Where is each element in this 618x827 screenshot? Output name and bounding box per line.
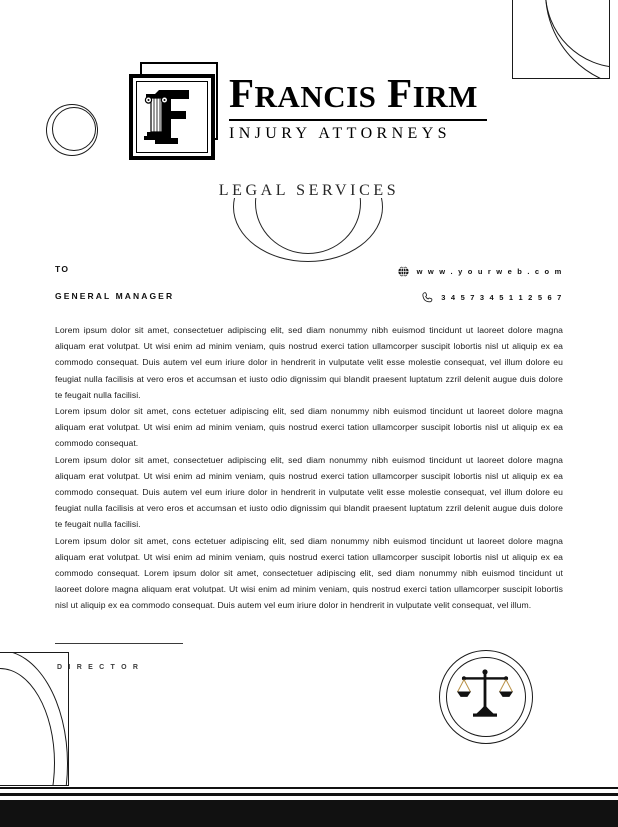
firm-logo-mark: [129, 62, 221, 154]
contact-website-row[interactable]: [397, 263, 563, 280]
masthead: [0, 56, 618, 166]
recipient-to-label: TO: [55, 264, 70, 274]
firm-name-spacer: [376, 70, 387, 116]
arc-ornament-center: [233, 198, 385, 262]
footer-rule-bottom: [0, 793, 618, 796]
contact-block: [397, 263, 563, 306]
contact-phone-row[interactable]: [397, 289, 563, 306]
phone-text: 3 4 5 7 3 4 5 1 1 2 5 6 7: [441, 293, 563, 302]
letter-paragraph: Lorem ipsum dolor sit amet, cons ectetuer adipiscing elit, sed diam nonummy nibh euismod tincidunt ut laoreet dolore magna aliquam erat volutpat. Ut wisi enim ad minim veniam, quis nostrud exerci tation ullamcorper suscipit lobortis nisl ut aliquip ex ea commodo consequat.: [55, 406, 563, 449]
letter-body: [55, 322, 563, 614]
website-text: w w w . y o u r w e b . c o m: [416, 267, 563, 276]
signature-role: D I R E C T O R: [57, 664, 141, 671]
firm-wordmark: [229, 72, 491, 143]
wordmark-divider: [229, 119, 487, 121]
firm-name-f2: F: [387, 70, 413, 116]
firm-name-f1: F: [229, 70, 255, 116]
arc-outer: [0, 652, 68, 786]
phone-icon: [421, 291, 434, 304]
footer-bar: [0, 800, 618, 827]
firm-name: [229, 72, 491, 118]
justice-seal: [439, 650, 537, 748]
letter-paragraph: Lorem ipsum dolor sit amet, cons ectetuer adipiscing elit, sed diam nonummy nibh euismod tincidunt ut laoreet dolore magna aliquam erat volutpat. Ut wisi enim ad minim veniam, quis nostrud exerci tation ullamcorper suscipit lobortis nisl ut aliquip ex ea commodo consequat. Lorem ipsum dolor sit amet, consectetuer adipiscing elit, sed diam nonummy nibh euismod tincidunt ut laoreet dolore magna aliquam erat volutpat. Ut wisi enim ad minim veniam, quis nostrud exerci tation ullamcorper suscipit lobortis nisl ut aliquip ex ea commodo consequat. Duis autem vel eum iriure dolor in hendrerit in vulputate velit consequat, vel illum.: [55, 535, 563, 611]
firm-name-rancis: RANCIS: [254, 79, 377, 114]
letter-paragraph: Lorem ipsum dolor sit amet, consectetuer adipiscing elit, sed diam nonummy nibh euismod tincidunt ut laoreet dolore magna aliquam erat volutpat. Ut wisi enim ad minim veniam, quis nostrud exerci tation ullamcorper suscipit lobortis nisl ut aliquip ex ea commodo consequat. Duis autem vel eum iriure dolor in hendrerit in vulputate velit esse molestie consequat, vel illum dolore eu feugiat nulla facilisis at vero eros et accumsan et iusto odio dignissim qui blandit praesent luptatum zzril delenit augue duis dolore te feugait nulla facilisi.: [55, 454, 563, 530]
signature-line: [55, 643, 183, 644]
recipient-name: GENERAL MANAGER: [55, 291, 175, 301]
letter-paragraph: Lorem ipsum dolor sit amet, consectetuer adipiscing elit, sed diam nonummy nibh euismod tincidunt ut laoreet dolore magna aliquam erat volutpat. Ut wisi enim ad minim veniam, quis nostrud exerci tation ullamcorper suscipit lobortis nisl ut aliquip ex ea commodo consequat. Duis autem vel eum iriure dolor in hendrerit in vulputate velit esse molestie consequat, vel illum dolore eu feugiat nulla facilisis at vero eros et accumsan et iusto odio dignissim qui blandit praesent luptatum zzril delenit augue duis dolore te feugait nulla facilisi.: [55, 325, 563, 400]
footer-rule-top: [0, 787, 618, 789]
recipient-block: [55, 264, 174, 301]
firm-tagline: INJURY ATTORNEYS: [229, 125, 451, 142]
corner-ornament-bottom-left: [0, 652, 69, 786]
section-heading: LEGAL SERVICES: [218, 182, 400, 199]
globe-icon: [397, 265, 410, 278]
column-letter-f-icon: [129, 74, 207, 152]
scales-of-justice-icon: [454, 666, 516, 726]
firm-name-irm: IRM: [412, 79, 478, 114]
